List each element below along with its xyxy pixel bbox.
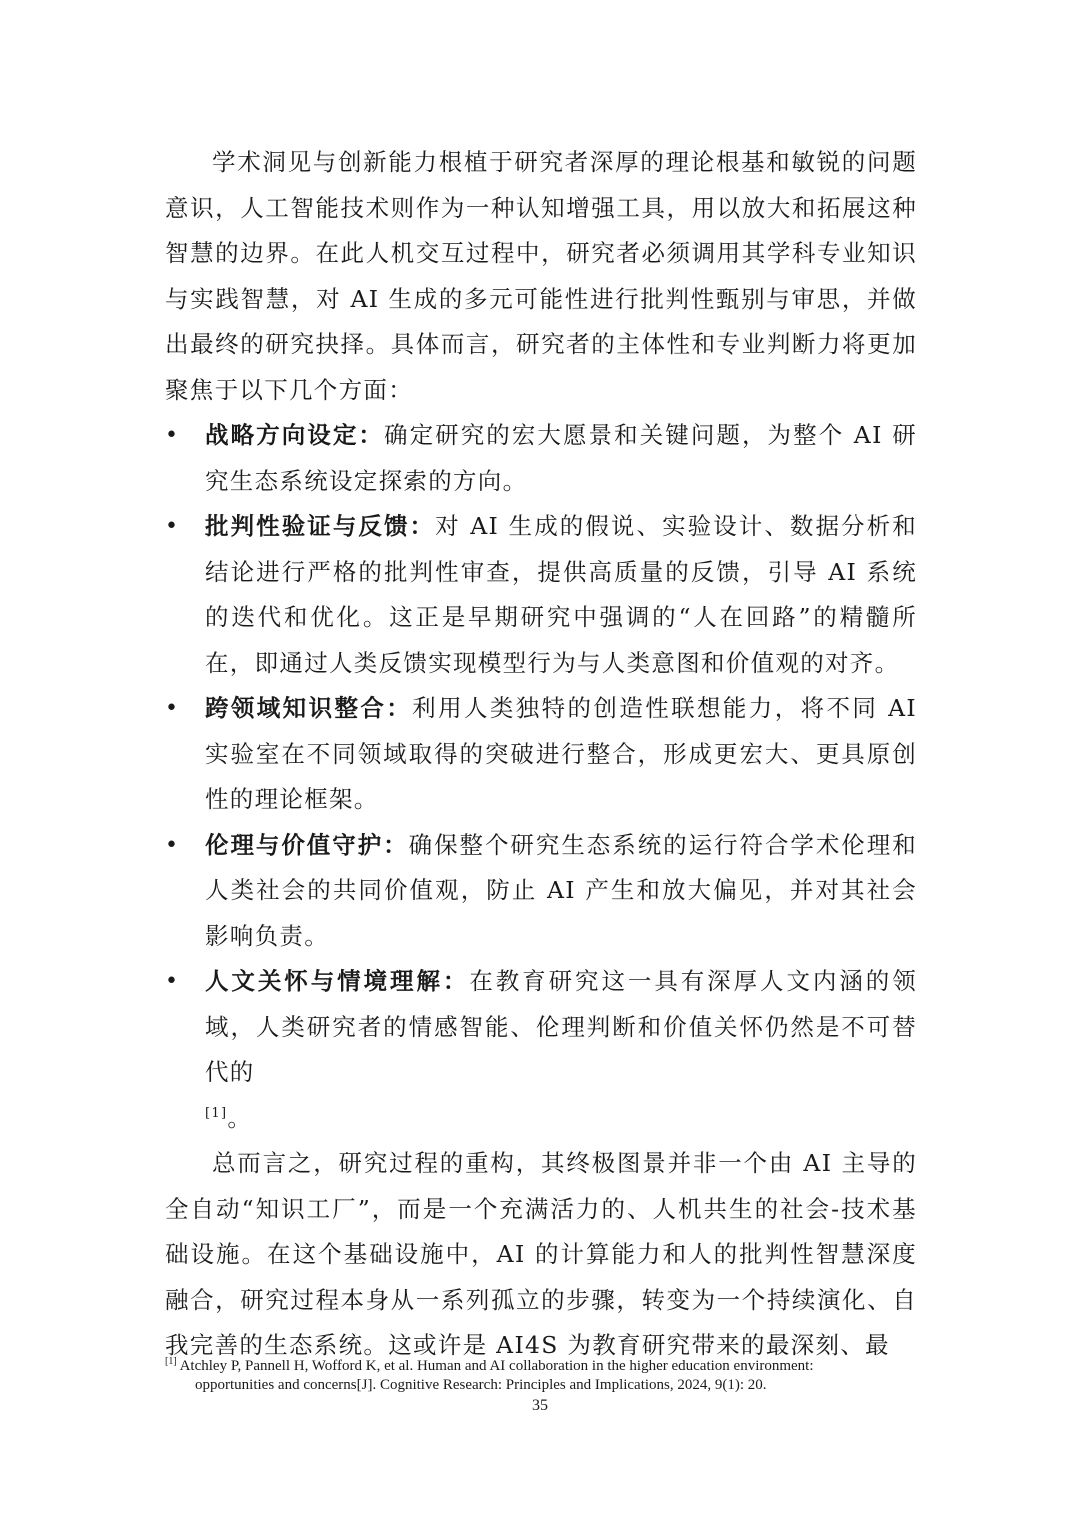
- bullet-tail: 。: [227, 1103, 253, 1132]
- bullet-list: [165, 413, 917, 1141]
- bullet-term: 跨领域知识整合：: [205, 694, 413, 722]
- footnote-marker: [1]: [165, 1356, 177, 1367]
- citation-marker[interactable]: [1]: [205, 1105, 228, 1121]
- bullet-text: 确保整个研究生态系统的运行符合学术伦理和人类社会的共同价值观，防止 AI 产生和放大偏见，并对其社会影响负责。: [205, 830, 918, 950]
- footnote-divider: [165, 1348, 395, 1349]
- bullet-item-strategy: [165, 413, 917, 504]
- paragraph-2: 总而言之，研究过程的重构，其终极图景并非一个由 AI 主导的全自动“知识工厂”，而是一个充满活力的、人机共生的社会-技术基础设施。在这个基础设施中，AI 的计算能力和人的批判性智慧深度融合，研究过程本身从一系列孤立的步骤，转变为一个持续演化、自我完善的生态系统。这或许是 AI4S 为教育研究带来的最深刻、最: [165, 1149, 917, 1359]
- body-text: [165, 140, 917, 1369]
- bullet-term: 战略方向设定：: [205, 421, 384, 449]
- bullet-term: 批判性验证与反馈：: [205, 512, 436, 540]
- bullet-marker: •: [165, 696, 180, 721]
- bullet-marker: •: [165, 514, 180, 539]
- bullet-text: 确定研究的宏大愿景和关键问题，为整个 AI 研究生态系统设定探索的方向。: [205, 421, 917, 495]
- bullet-item-validation: [165, 504, 917, 686]
- bullet-term: 伦理与价值守护：: [205, 830, 409, 859]
- bullet-item-integration: [165, 686, 917, 823]
- footnote-line-1: Atchley P, Pannell H, Wofford K, et al. Human and AI collaboration in the higher education environment:: [176, 1358, 814, 1374]
- paragraph-1: 学术洞见与创新能力根植于研究者深厚的理论根基和敏锐的问题意识，人工智能技术则作为一种认知增强工具，用以放大和拓展这种智慧的边界。在此人机交互过程中，研究者必须调用其学科专业知识与实践智慧，对 AI 生成的多元可能性进行批判性甄别与审思，并做出最终的研究抉择。具体而言，研究者的主体性和专业判断力将更加聚焦于以下几个方面：: [165, 148, 917, 404]
- bullet-item-humanistic: [165, 959, 917, 1141]
- footnote: [165, 1357, 925, 1395]
- bullet-text: 在教育研究这一具有深厚人文内涵的领域，人类研究者的情感智能、伦理判断和价值关怀仍然是不可替代的: [205, 967, 917, 1086]
- footnote-line-2: opportunities and concerns[J]. Cognitive Research: Principles and Implications, 2024, 9(1): 20.: [195, 1377, 767, 1393]
- bullet-marker: •: [165, 969, 180, 994]
- bullet-text: 利用人类独特的创造性联想能力，将不同 AI 实验室在不同领域取得的突破进行整合，形成更宏大、更具原创性的理论框架。: [205, 694, 917, 813]
- bullet-marker: •: [165, 423, 180, 448]
- bullet-item-ethics: [165, 823, 917, 960]
- bullet-text: 对 AI 生成的假说、实验设计、数据分析和结论进行严格的批判性审查，提供高质量的反馈，引导 AI 系统的迭代和优化。这正是早期研究中强调的“人在回路”的精髓所在，即通过人类反馈实现模型行为与人类意图和价值观的对齐。: [205, 512, 917, 677]
- page-number: 35: [532, 1397, 548, 1414]
- bullet-term: 人文关怀与情境理解：: [205, 967, 470, 995]
- bullet-marker: •: [165, 832, 180, 858]
